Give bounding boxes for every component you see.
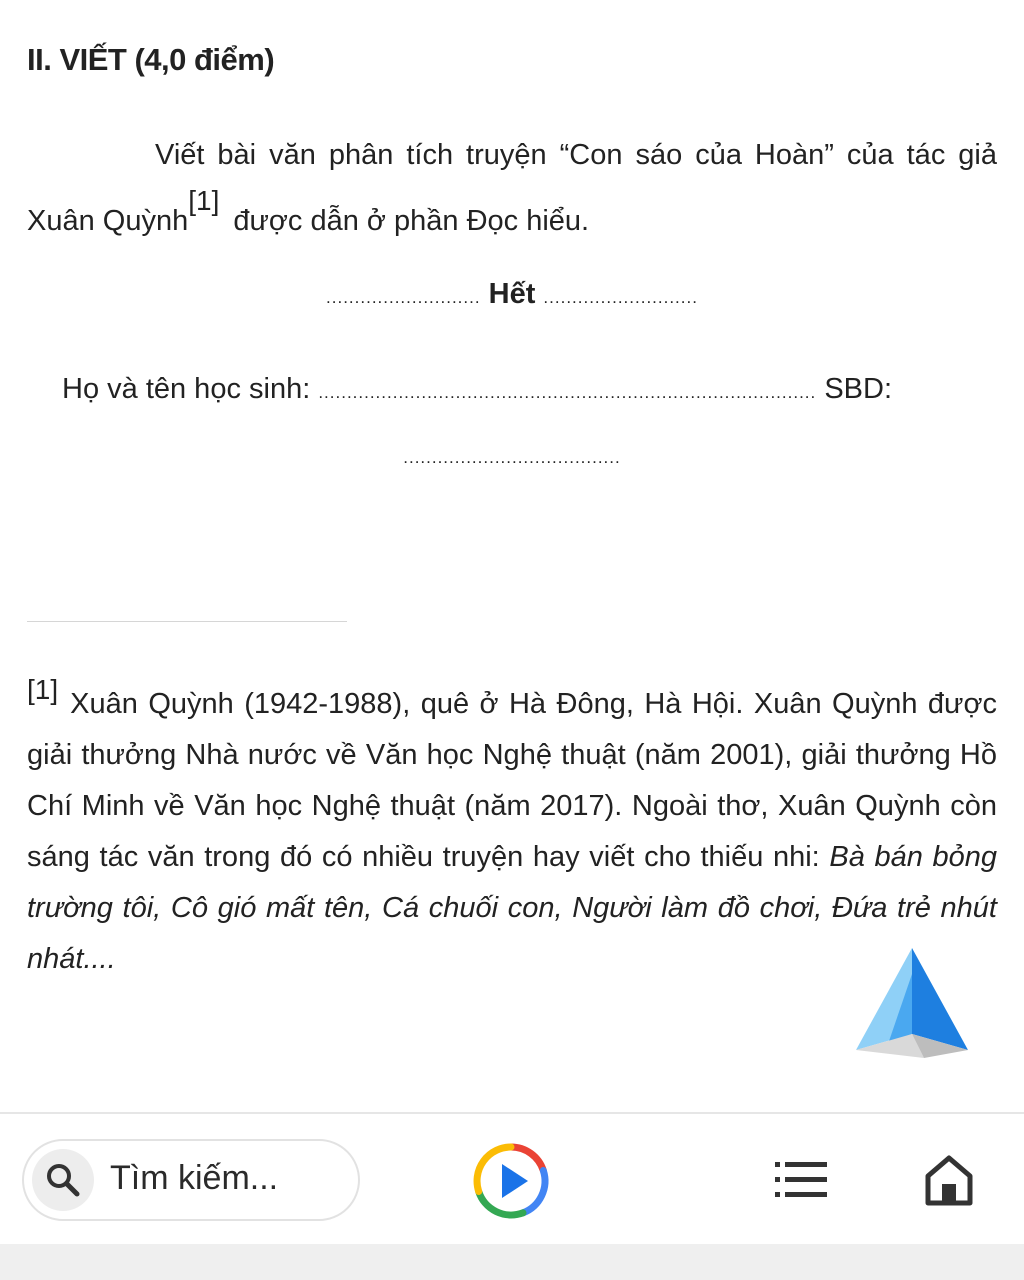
- bottom-toolbar: [0, 1112, 1024, 1246]
- play-circle-icon[interactable]: [470, 1140, 552, 1222]
- writing-prompt: [27, 122, 997, 254]
- prompt-text: Viết bài văn phân tích truyện “Con sáo của Hoàn” của tác giả Xuân Quỳnh: [27, 139, 997, 237]
- list-icon[interactable]: [775, 1160, 827, 1200]
- paper-plane-icon[interactable]: [852, 944, 970, 1062]
- footnote-text: Xuân Quỳnh (1942-1988), quê ở Hà Đông, Hà Hội. Xuân Quỳnh được giải thưởng Nhà nước về Văn học Nghệ thuật (năm 2001), giải thưởng Hồ Chí Minh về Văn học Nghệ thuật (năm 2017). Ngoài thơ, Xuân Quỳnh còn sáng tác văn trong đó có nhiều truyện hay viết cho thiếu nhi:: [27, 688, 997, 873]
- search-placeholder[interactable]: Tìm kiếm...: [110, 1159, 279, 1197]
- search-icon-wrap[interactable]: [32, 1149, 94, 1211]
- sbd-dots: ......................................: [403, 448, 621, 467]
- end-label: Hết: [488, 278, 536, 310]
- end-right-dots: ...........................: [543, 288, 698, 307]
- student-name-dots: .......................................................................................: [318, 383, 817, 402]
- footnote-works: Bà bán bỏng trường tôi, Cô gió mất tên, Cá chuối con, Người làm đồ chơi, Đứa trẻ nhút nhát....: [27, 841, 998, 975]
- end-left-dots: ...........................: [326, 288, 481, 307]
- sbd-label: SBD:: [824, 373, 892, 405]
- end-marker: [0, 278, 1024, 311]
- student-name-label: Họ và tên học sinh:: [62, 373, 311, 405]
- student-info-line: [62, 373, 997, 406]
- footnote-divider: [27, 621, 347, 622]
- search-bar[interactable]: [22, 1139, 360, 1221]
- footnote-reference[interactable]: [1]: [188, 185, 220, 216]
- system-navigation-bar: [0, 1244, 1024, 1280]
- footnote: [27, 674, 998, 985]
- home-icon[interactable]: [924, 1154, 974, 1206]
- section-heading: II. VIẾT (4,0 điểm): [27, 42, 275, 77]
- prompt-tail: được dẫn ở phần Đọc hiểu.: [233, 205, 590, 237]
- search-icon: [44, 1161, 82, 1199]
- footnote-mark: [1]: [27, 674, 59, 705]
